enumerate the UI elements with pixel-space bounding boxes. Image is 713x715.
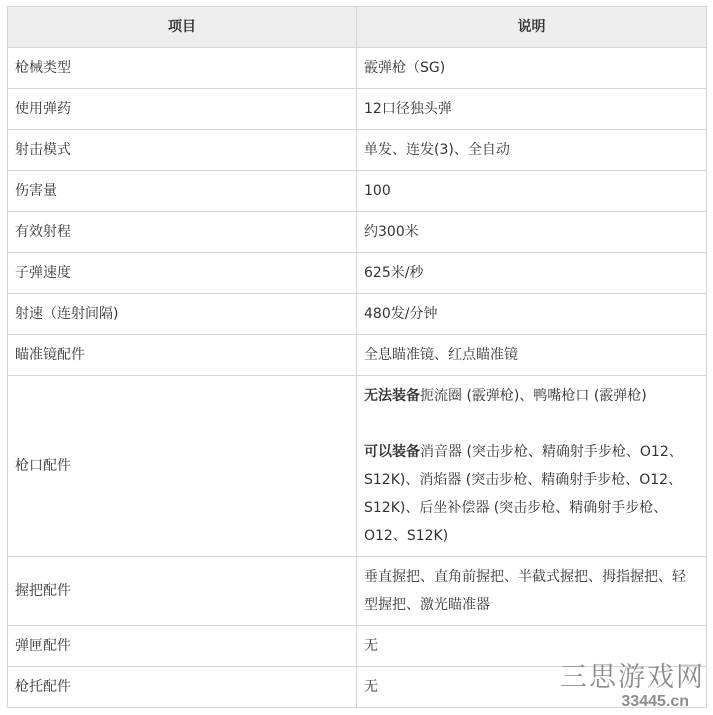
row-item: 瞄准镜配件 [8, 335, 357, 376]
row-item: 枪托配件 [8, 667, 357, 708]
row-item: 使用弹药 [8, 89, 357, 130]
row-desc-muzzle [357, 376, 707, 557]
spec-table [7, 6, 707, 708]
table-row [8, 171, 707, 212]
watermark-url: 33445.cn [621, 693, 689, 710]
row-desc: 垂直握把、直角前握把、半截式握把、拇指握把、轻型握把、激光瞄准器 [357, 557, 707, 626]
row-desc: 625米/秒 [357, 253, 707, 294]
table-row-muzzle [8, 376, 707, 557]
muzzle-cannot-label: 无法装备 [364, 388, 420, 404]
muzzle-can-label: 可以装备 [364, 444, 420, 460]
row-item: 弹匣配件 [8, 626, 357, 667]
muzzle-can-paragraph [364, 438, 699, 550]
row-item: 伤害量 [8, 171, 357, 212]
row-item: 子弹速度 [8, 253, 357, 294]
row-item: 枪口配件 [8, 376, 357, 557]
table-row [8, 130, 707, 171]
table-row [8, 557, 707, 626]
table-row [8, 253, 707, 294]
paragraph-gap [364, 410, 699, 438]
row-desc: 全息瞄准镜、红点瞄准镜 [357, 335, 707, 376]
row-desc: 100 [357, 171, 707, 212]
row-desc: 480发/分钟 [357, 294, 707, 335]
row-desc: 无 [357, 626, 707, 667]
muzzle-can-text: 消音器 (突击步枪、精确射手步枪、O12、S12K)、消焰器 (突击步枪、精确射手步枪、O12、S12K)、后坐补偿器 (突击步枪、精确射手步枪、O12、S12K) [364, 444, 683, 544]
table-row [8, 48, 707, 89]
site-watermark [560, 663, 705, 711]
table-row [8, 626, 707, 667]
muzzle-cannot-paragraph [364, 382, 699, 410]
watermark-title: 三思游戏网 [560, 662, 705, 693]
table-header-row [8, 7, 707, 48]
row-desc: 12口径独头弹 [357, 89, 707, 130]
row-item: 有效射程 [8, 212, 357, 253]
table-row [8, 212, 707, 253]
row-desc: 约300米 [357, 212, 707, 253]
table-row [8, 294, 707, 335]
row-item: 射速（连射间隔) [8, 294, 357, 335]
row-item: 枪械类型 [8, 48, 357, 89]
table-row [8, 89, 707, 130]
header-desc: 说明 [357, 7, 707, 48]
row-item: 射击模式 [8, 130, 357, 171]
header-item: 项目 [8, 7, 357, 48]
muzzle-cannot-text: 扼流圈 (霰弹枪)、鸭嘴枪口 (霰弹枪) [420, 388, 647, 404]
row-item: 握把配件 [8, 557, 357, 626]
row-desc: 霰弹枪（SG) [357, 48, 707, 89]
row-desc: 单发、连发(3)、全自动 [357, 130, 707, 171]
row-desc: 无 [357, 667, 707, 708]
table-row [8, 335, 707, 376]
